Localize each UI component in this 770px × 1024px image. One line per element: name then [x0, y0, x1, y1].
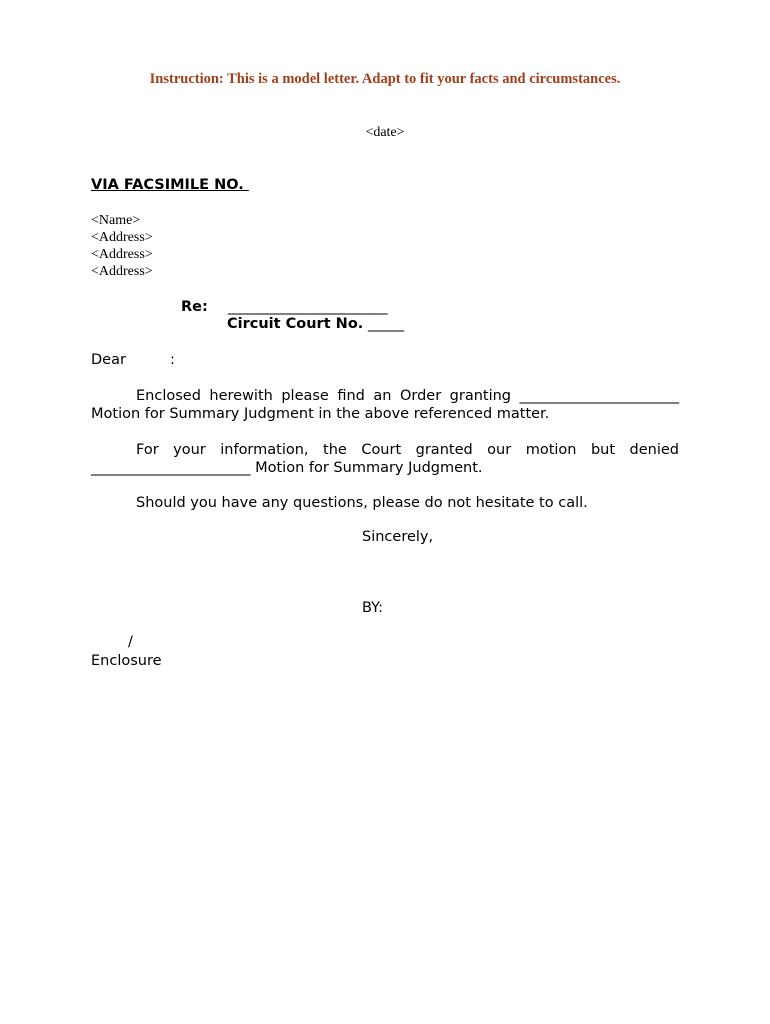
circuit-court-label: Circuit Court No. — [227, 316, 364, 332]
closing-sincerely: Sincerely, — [362, 529, 434, 545]
typist-initials: / — [128, 634, 133, 650]
paragraph-2-line-1: For your information, the Court granted our motion but denied — [136, 442, 679, 458]
paragraph-order-enclosed — [91, 387, 679, 423]
recipient-address-line-1: <Address> — [91, 230, 153, 245]
instruction-note: Instruction: This is a model letter. Adapt to fit your facts and circumstances. — [149, 71, 621, 87]
paragraph-questions — [91, 494, 679, 512]
date-placeholder: <date> — [365, 125, 405, 140]
paragraph-1-line-2: Motion for Summary Judgment in the above referenced matter. — [91, 406, 550, 422]
recipient-address-line-3: <Address> — [91, 264, 153, 279]
circuit-court-number-blank: _____ — [363, 316, 405, 332]
paragraph-3-line-1: Should you have any questions, please do not hesitate to call. — [136, 495, 588, 511]
enclosure-notation: Enclosure — [91, 653, 162, 669]
salutation-colon: : — [170, 352, 175, 368]
recipient-name: <Name> — [91, 213, 141, 228]
recipient-address-line-2: <Address> — [91, 247, 153, 262]
paragraph-1-line-1: Enclosed herewith please find an Order granting ______________________ — [136, 388, 679, 404]
circuit-court-line — [227, 316, 404, 332]
via-facsimile-heading: VIA FACSIMILE NO. — [91, 177, 249, 193]
signature-by-label: BY: — [362, 600, 383, 616]
salutation-dear: Dear — [91, 352, 126, 368]
paragraph-2-line-2: ______________________ Motion for Summary Judgment. — [91, 460, 483, 476]
paragraph-court-ruling — [91, 441, 679, 477]
re-blank-line: ______________________ — [228, 299, 388, 315]
re-label: Re: — [181, 299, 208, 315]
